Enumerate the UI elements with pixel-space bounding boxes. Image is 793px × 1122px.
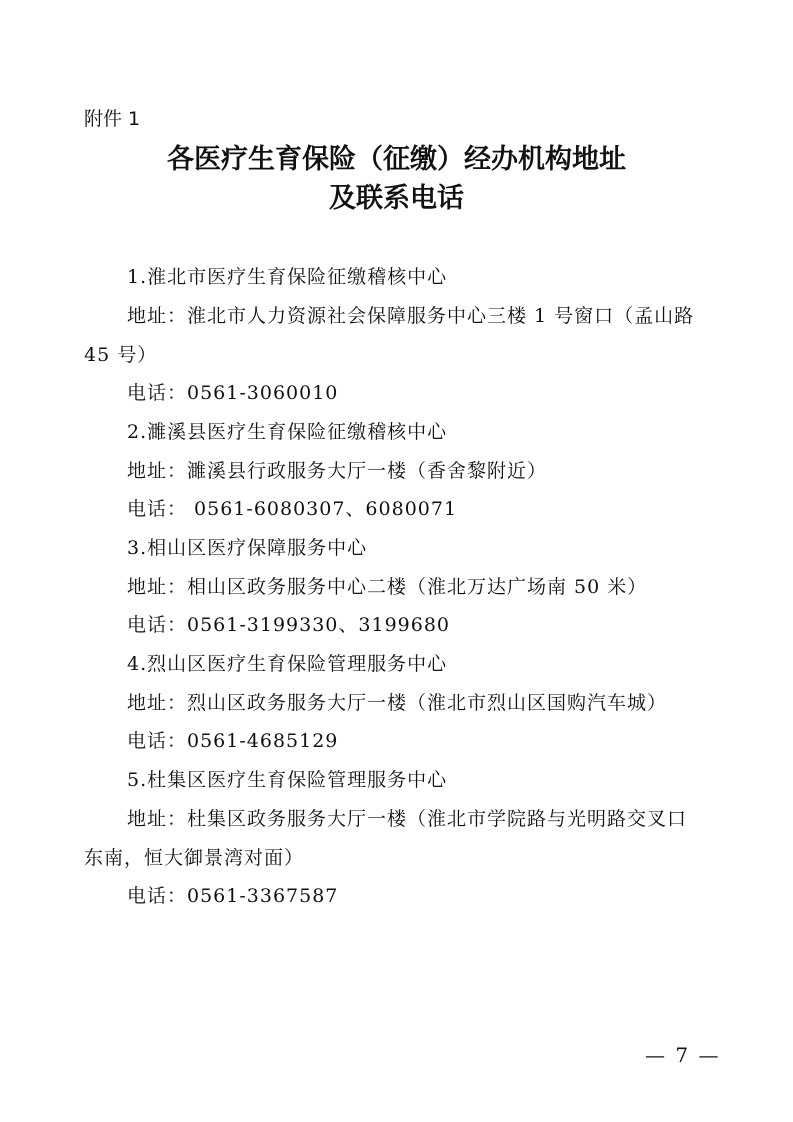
entry-1-name: 1.淮北市医疗生育保险征缴稽核中心 (127, 266, 448, 288)
entry-3-address: 地址：相山区政务服务中心二楼（淮北万达广场南 50 米） (127, 576, 648, 598)
entry-4-address: 地址：烈山区政务服务大厅一楼（淮北市烈山区国购汽车城） (127, 692, 668, 714)
entry-3-phone: 电话：0561-3199330、3199680 (127, 614, 451, 636)
document-title-line-1: 各医疗生育保险（征缴）经办机构地址 (167, 144, 626, 175)
entry-2-address: 地址：濉溪县行政服务大厅一楼（香舍黎附近） (127, 460, 548, 482)
attachment-label: 附件 1 (84, 108, 141, 130)
entry-5-address-cont: 东南，恒大御景湾对面） (84, 847, 305, 869)
entry-2-name: 2.濉溪县医疗生育保险征缴稽核中心 (127, 421, 448, 443)
entry-1-phone: 电话：0561-3060010 (127, 382, 339, 404)
entry-3-name: 3.相山区医疗保障服务中心 (127, 537, 368, 559)
entry-5-name: 5.杜集区医疗生育保险管理服务中心 (127, 769, 448, 791)
document-title-line-2: 及联系电话 (329, 183, 464, 214)
entry-2-phone: 电话： 0561-6080307、6080071 (127, 498, 458, 520)
page-number: — 7 — (645, 1043, 721, 1067)
entry-1-address-cont: 45 号） (84, 344, 158, 366)
entry-5-address: 地址：杜集区政务服务大厅一楼（淮北市学院路与光明路交叉口 (127, 808, 688, 830)
entry-5-phone: 电话：0561-3367587 (127, 885, 339, 907)
entry-4-phone: 电话：0561-4685129 (127, 730, 339, 752)
entry-1-address: 地址：淮北市人力资源社会保障服务中心三楼 1 号窗口（孟山路 (127, 305, 695, 327)
entry-4-name: 4.烈山区医疗生育保险管理服务中心 (127, 653, 448, 675)
